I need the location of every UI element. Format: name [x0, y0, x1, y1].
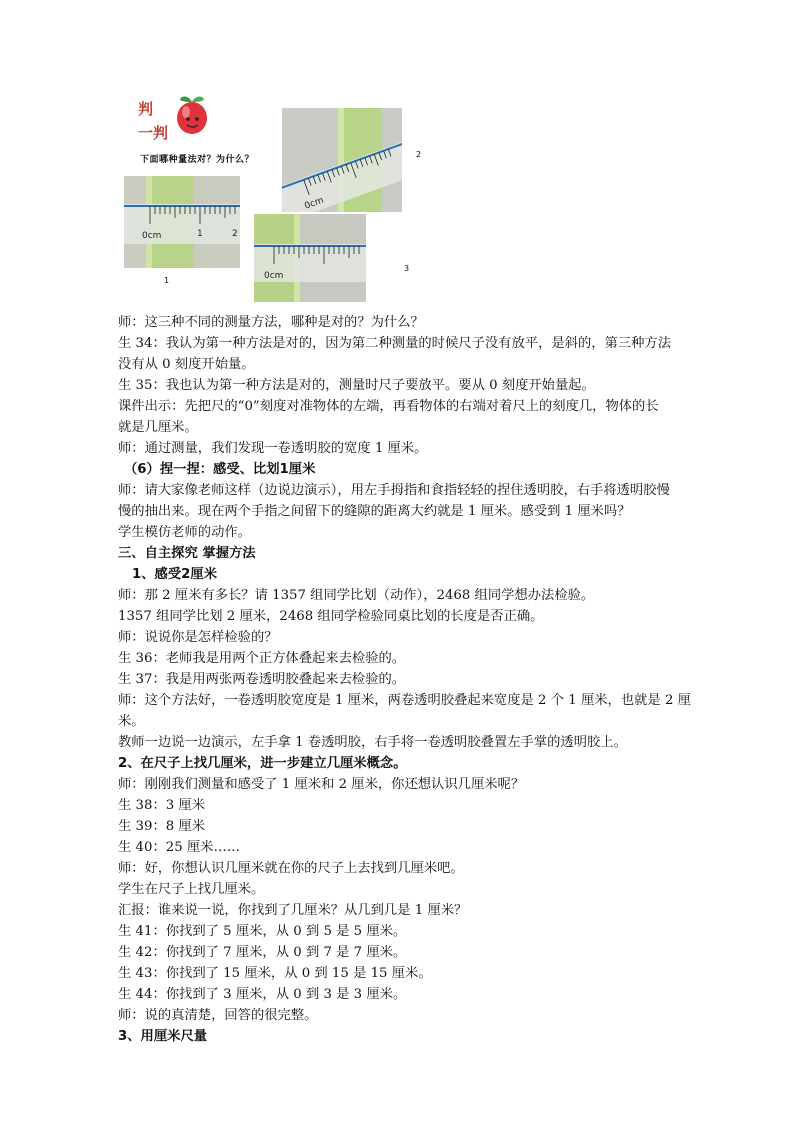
text-line: 生 37：我是用两张两卷透明胶叠起来去检验的。	[118, 672, 406, 687]
measurement-photo-3	[254, 214, 366, 302]
text-line: 生 38：3 厘米	[118, 798, 206, 813]
text-line: 师：这个方法好，一卷透明胶宽度是 1 厘米，两卷透明胶叠起来宽度是 2 个 1 厘米，也就是 2 厘	[118, 693, 691, 708]
ruler-label-1: 0cm	[142, 231, 162, 241]
section-heading: 2、在尺子上找几厘米，进一步建立几厘米概念。	[118, 756, 407, 771]
text-line: 生 36：老师我是用两个正方体叠起来去检验的。	[118, 651, 406, 666]
measurement-photo-1	[124, 176, 240, 268]
text-line: 汇报：谁来说一说，你找到了几厘米？从几到几是 1 厘米？	[118, 903, 468, 918]
text-line: 师：说的真清楚，回答的很完整。	[118, 1008, 318, 1023]
section-heading: （6）捏一捏：感受、比划1厘米	[124, 462, 316, 477]
figure-number-3: 3	[404, 264, 410, 273]
text-line: 师：说说你是怎样检验的？	[118, 630, 278, 645]
text-line: 生 34：我认为第一种方法是对的，因为第二种测量的时候尺子没有放平，是斜的，第三种方法	[118, 336, 672, 351]
section-heading: 3、用厘米尺量	[118, 1029, 208, 1044]
text-line: 慢的抽出来。现在两个手指之间留下的缝隙的距离大约就是 1 厘米。感受到 1 厘米吗？	[118, 504, 631, 519]
text-line: 就是几厘米。	[118, 420, 198, 435]
ruler-measurement-figure	[118, 88, 428, 306]
text-line: 生 39：8 厘米	[118, 819, 206, 834]
svg-text:2: 2	[232, 229, 238, 239]
text-line: 生 42：你找到了 7 厘米，从 0 到 7 是 7 厘米。	[118, 945, 407, 960]
figure-number-1: 1	[164, 276, 170, 285]
text-line: 师：请大家像老师这样（边说边演示），用左手拇指和食指轻轻的捏住透明胶，右手将透明胶慢	[118, 483, 670, 498]
text-line: 生 35：我也认为第一种方法是对的，测量时尺子要放平。要从 0 刻度开始量起。	[118, 378, 595, 393]
apple-mascot-icon	[174, 92, 210, 136]
text-line: 生 44：你找到了 3 厘米，从 0 到 3 是 3 厘米。	[118, 987, 407, 1002]
text-line: 师：好，你想认识几厘米就在你的尺子上去找到几厘米吧。	[118, 861, 464, 876]
svg-text:1: 1	[197, 229, 203, 239]
text-line: 米。	[118, 714, 145, 729]
ruler-label-2: 0cm	[303, 195, 326, 212]
text-line: 没有从 0 刻度开始量。	[118, 357, 255, 372]
text-line: 生 43：你找到了 15 厘米，从 0 到 15 是 15 厘米。	[118, 966, 432, 981]
text-line: 师：这三种不同的测量方法，哪种是对的？为什么？	[118, 315, 424, 330]
section-heading: 1、感受2厘米	[132, 567, 217, 582]
figure-question: 下面哪种量法对？为什么？	[140, 155, 255, 165]
measurement-photo-2	[282, 108, 402, 212]
figure-number-2: 2	[416, 150, 422, 159]
judge-heading-2: 一判	[138, 124, 169, 142]
text-line: 师：刚刚我们测量和感受了 1 厘米和 2 厘米，你还想认识几厘米呢？	[118, 777, 525, 792]
text-line: 学生模仿老师的动作。	[118, 525, 251, 540]
text-line: 课件出示：先把尺的“0”刻度对准物体的左端，再看物体的右端对着尺上的刻度几，物体的长	[118, 399, 659, 414]
text-line: 师：那 2 厘米有多长？请 1357 组同学比划（动作），2468 组同学想办法检验。	[118, 588, 595, 603]
text-line: 生 40：25 厘米……	[118, 840, 241, 855]
section-heading: 三、自主探究 掌握方法	[118, 546, 256, 561]
text-line: 教师一边说一边演示，左手拿 1 卷透明胶，右手将一卷透明胶叠置左手掌的透明胶上。	[118, 735, 627, 750]
text-line: 师：通过测量，我们发现一卷透明胶的宽度 1 厘米。	[118, 441, 428, 456]
text-line: 学生在尺子上找几厘米。	[118, 882, 265, 897]
text-line: 生 41：你找到了 5 厘米，从 0 到 5 是 5 厘米。	[118, 924, 407, 939]
ruler-label-3: 0cm	[264, 271, 284, 281]
text-line: 1357 组同学比划 2 厘米，2468 组同学检验同桌比划的长度是否正确。	[118, 609, 544, 624]
judge-heading-1: 判	[138, 100, 154, 118]
